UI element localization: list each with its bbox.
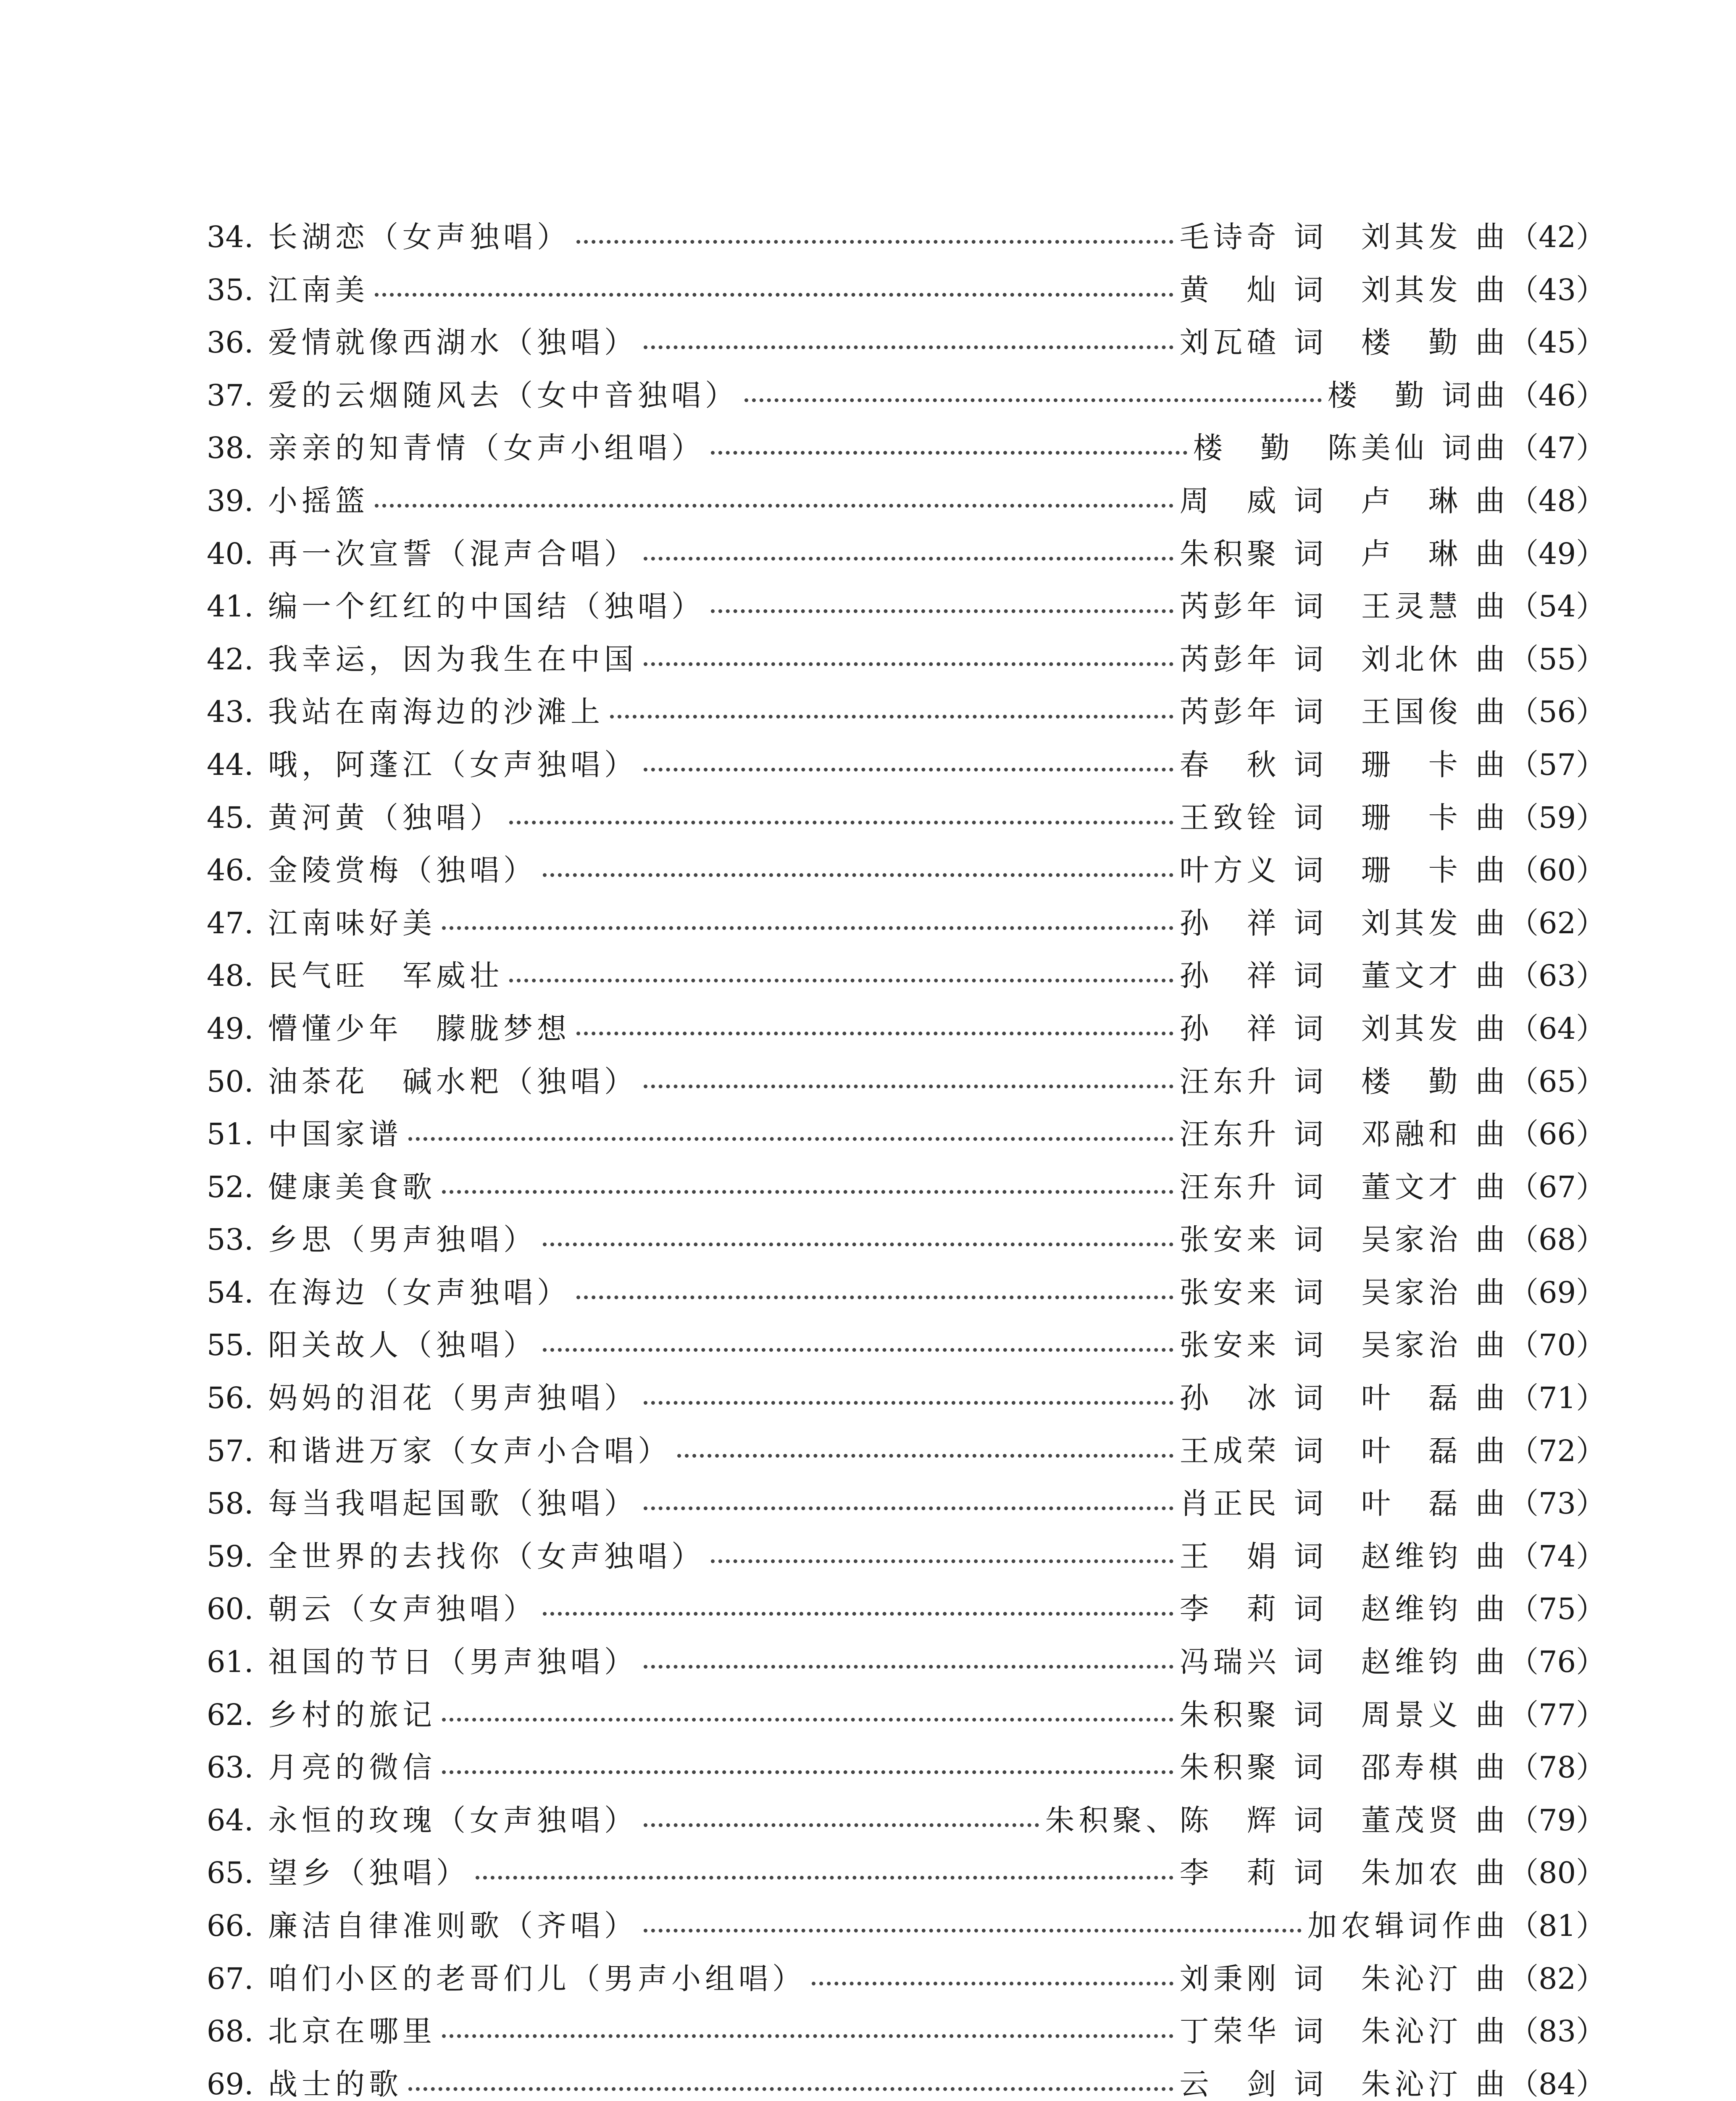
dot-leader bbox=[442, 2017, 1173, 2038]
page-number: （74） bbox=[1509, 1539, 1606, 1574]
entry-number: 37. bbox=[207, 378, 254, 413]
page-number: （47） bbox=[1509, 431, 1606, 466]
song-title: 我站在南海边的沙滩上 bbox=[268, 695, 604, 729]
dot-leader bbox=[509, 804, 1173, 824]
toc-entry bbox=[207, 1741, 1606, 1794]
song-title: 全世界的去找你（女声独唱） bbox=[268, 1539, 705, 1574]
song-credits: 毛诗奇 词 刘其发 曲 bbox=[1179, 220, 1509, 254]
dot-leader bbox=[644, 1648, 1173, 1669]
dot-leader bbox=[375, 276, 1173, 297]
song-title: 中国家谱 bbox=[268, 1117, 402, 1152]
song-credits: 李 莉 词 赵维钧 曲 bbox=[1179, 1592, 1509, 1627]
dot-leader bbox=[644, 329, 1173, 349]
song-title: 每当我唱起国歌（独唱） bbox=[268, 1486, 638, 1521]
toc-entry bbox=[207, 1214, 1606, 1266]
page-number: （43） bbox=[1509, 272, 1606, 307]
dot-leader bbox=[476, 1859, 1173, 1880]
song-title: 朝云（女声独唱） bbox=[268, 1592, 537, 1627]
song-title: 和谐进万家（女声小合唱） bbox=[268, 1433, 671, 1468]
dot-leader bbox=[644, 540, 1173, 561]
song-title: 长湖恋（女声独唱） bbox=[268, 220, 571, 254]
dot-leader bbox=[744, 382, 1322, 402]
song-title: 妈妈的泪花（男声独唱） bbox=[268, 1381, 638, 1416]
entry-number: 69. bbox=[207, 2067, 254, 2101]
song-title: 编一个红红的中国结（独唱） bbox=[268, 589, 705, 624]
entry-number: 41. bbox=[207, 589, 254, 624]
dot-leader bbox=[543, 1331, 1173, 1352]
dot-leader bbox=[644, 1490, 1173, 1510]
song-title: 民气旺 军威壮 bbox=[268, 958, 503, 993]
page-number: （46） bbox=[1509, 378, 1606, 413]
song-credits: 刘秉刚 词 朱沁汀 曲 bbox=[1179, 1961, 1509, 1996]
page-number: （57） bbox=[1509, 747, 1606, 782]
song-credits: 冯瑞兴 词 赵维钧 曲 bbox=[1179, 1645, 1509, 1680]
page-number: （55） bbox=[1509, 642, 1606, 677]
toc-entry bbox=[207, 316, 1606, 369]
song-credits: 春 秋 词 珊 卡 曲 bbox=[1179, 747, 1509, 782]
toc-entry bbox=[207, 2005, 1606, 2058]
entry-number: 42. bbox=[207, 642, 254, 677]
song-credits: 周 威 词 卢 琳 曲 bbox=[1179, 483, 1509, 518]
dot-leader bbox=[576, 1279, 1173, 1299]
page-number: （80） bbox=[1509, 1856, 1606, 1890]
entry-number: 54. bbox=[207, 1275, 254, 1310]
song-title: 乡思（男声独唱） bbox=[268, 1222, 537, 1257]
song-credits: 朱积聚 词 卢 琳 曲 bbox=[1179, 536, 1509, 571]
song-credits: 孙 祥 词 刘其发 曲 bbox=[1179, 906, 1509, 940]
song-credits: 孙 祥 词 董文才 曲 bbox=[1179, 958, 1509, 993]
toc-entry bbox=[207, 950, 1606, 1003]
entry-number: 59. bbox=[207, 1539, 254, 1574]
song-credits: 张安来 词 吴家治 曲 bbox=[1179, 1275, 1509, 1310]
entry-number: 64. bbox=[207, 1803, 254, 1838]
page-number: （78） bbox=[1509, 1750, 1606, 1785]
toc-entry bbox=[207, 1056, 1606, 1108]
entry-number: 36. bbox=[207, 325, 254, 360]
page-number: （71） bbox=[1509, 1381, 1606, 1416]
entry-number: 65. bbox=[207, 1856, 254, 1890]
song-title: 金陵赏梅（独唱） bbox=[268, 853, 537, 888]
dot-leader bbox=[677, 1437, 1173, 1458]
song-title: 月亮的微信 bbox=[268, 1750, 436, 1785]
toc-entry bbox=[207, 1477, 1606, 1530]
song-title: 懵懂少年 朦胧梦想 bbox=[268, 1011, 571, 1046]
toc-entry bbox=[207, 1847, 1606, 1900]
dot-leader bbox=[442, 1173, 1173, 1194]
entry-number: 53. bbox=[207, 1222, 254, 1257]
page-number: （45） bbox=[1509, 325, 1606, 360]
page-number: （72） bbox=[1509, 1433, 1606, 1468]
page-number: （79） bbox=[1509, 1803, 1606, 1838]
toc-entry bbox=[207, 633, 1606, 686]
page-number: （69） bbox=[1509, 1275, 1606, 1310]
song-credits: 楼 勤 陈美仙 词曲 bbox=[1193, 431, 1509, 466]
toc-entry bbox=[207, 1425, 1606, 1478]
song-title: 亲亲的知青情（女声小组唱） bbox=[268, 431, 705, 466]
song-title: 油茶花 碱水粑（独唱） bbox=[268, 1064, 638, 1099]
dot-leader bbox=[375, 487, 1173, 508]
page-number: （60） bbox=[1509, 853, 1606, 888]
dot-leader bbox=[543, 1226, 1173, 1246]
page-number: （81） bbox=[1509, 1909, 1606, 1943]
song-credits: 楼 勤 词曲 bbox=[1327, 378, 1509, 413]
song-title: 江南美 bbox=[268, 272, 369, 307]
song-title: 祖国的节日（男声独唱） bbox=[268, 1645, 638, 1680]
song-credits: 丁荣华 词 朱沁汀 曲 bbox=[1179, 2014, 1509, 2049]
entry-number: 60. bbox=[207, 1592, 254, 1627]
toc-entry bbox=[207, 739, 1606, 792]
page-number: （84） bbox=[1509, 2067, 1606, 2101]
song-title: 小摇篮 bbox=[268, 483, 369, 518]
page-number: （56） bbox=[1509, 695, 1606, 729]
song-title: 北京在哪里 bbox=[268, 2014, 436, 2049]
song-title: 望乡（独唱） bbox=[268, 1856, 470, 1890]
toc-entry bbox=[207, 686, 1606, 739]
page-number: （48） bbox=[1509, 483, 1606, 518]
page-number: （67） bbox=[1509, 1169, 1606, 1204]
song-credits: 汪东升 词 邓融和 曲 bbox=[1179, 1117, 1509, 1152]
page-number: （42） bbox=[1509, 220, 1606, 254]
table-of-contents bbox=[207, 211, 1606, 2101]
entry-number: 34. bbox=[207, 220, 254, 254]
toc-entry bbox=[207, 211, 1606, 264]
entry-number: 57. bbox=[207, 1433, 254, 1468]
song-credits: 汪东升 词 楼 勤 曲 bbox=[1179, 1064, 1509, 1099]
page-number: （63） bbox=[1509, 958, 1606, 993]
entry-number: 61. bbox=[207, 1645, 254, 1680]
song-credits: 加农辑词作曲 bbox=[1307, 1909, 1509, 1943]
entry-number: 68. bbox=[207, 2014, 254, 2049]
dot-leader bbox=[711, 592, 1173, 613]
dot-leader bbox=[509, 962, 1173, 982]
dot-leader bbox=[711, 434, 1187, 455]
toc-entry bbox=[207, 264, 1606, 317]
song-title: 爱情就像西湖水（独唱） bbox=[268, 325, 638, 360]
entry-number: 63. bbox=[207, 1750, 254, 1785]
toc-entry bbox=[207, 1900, 1606, 1953]
entry-number: 46. bbox=[207, 853, 254, 888]
song-credits: 肖正民 词 叶 磊 曲 bbox=[1179, 1486, 1509, 1521]
song-title: 阳关故人（独唱） bbox=[268, 1328, 537, 1363]
toc-entry bbox=[207, 2058, 1606, 2101]
toc-entry bbox=[207, 1689, 1606, 1742]
entry-number: 39. bbox=[207, 483, 254, 518]
entry-number: 38. bbox=[207, 431, 254, 466]
page-number: （59） bbox=[1509, 800, 1606, 835]
page-number: （64） bbox=[1509, 1011, 1606, 1046]
song-credits: 孙 祥 词 刘其发 曲 bbox=[1179, 1011, 1509, 1046]
song-credits: 黄 灿 词 刘其发 曲 bbox=[1179, 272, 1509, 307]
page-number: （76） bbox=[1509, 1645, 1606, 1680]
dot-leader bbox=[610, 698, 1173, 719]
dot-leader bbox=[408, 1120, 1173, 1141]
toc-entry bbox=[207, 1636, 1606, 1689]
toc-entry bbox=[207, 1372, 1606, 1425]
entry-number: 35. bbox=[207, 272, 254, 307]
entry-number: 44. bbox=[207, 747, 254, 782]
song-credits: 孙 冰 词 叶 磊 曲 bbox=[1179, 1381, 1509, 1416]
toc-entry bbox=[207, 528, 1606, 581]
song-title: 黄河黄（独唱） bbox=[268, 800, 503, 835]
dot-leader bbox=[644, 645, 1173, 666]
dot-leader bbox=[576, 223, 1173, 244]
entry-number: 45. bbox=[207, 800, 254, 835]
entry-number: 43. bbox=[207, 695, 254, 729]
entry-number: 55. bbox=[207, 1328, 254, 1363]
page-number: （68） bbox=[1509, 1222, 1606, 1257]
page-number: （49） bbox=[1509, 536, 1606, 571]
entry-number: 40. bbox=[207, 536, 254, 571]
entry-number: 67. bbox=[207, 1961, 254, 1996]
dot-leader bbox=[442, 909, 1173, 930]
entry-number: 56. bbox=[207, 1381, 254, 1416]
dot-leader bbox=[644, 751, 1173, 771]
song-title: 在海边（女声独唱） bbox=[268, 1275, 571, 1310]
dot-leader bbox=[442, 1701, 1173, 1722]
song-title: 江南味好美 bbox=[268, 906, 436, 940]
dot-leader bbox=[408, 2070, 1173, 2091]
dot-leader bbox=[644, 1806, 1039, 1827]
entry-number: 50. bbox=[207, 1064, 254, 1099]
toc-entry bbox=[207, 844, 1606, 897]
song-title: 永恒的玫瑰（女声独唱） bbox=[268, 1803, 638, 1838]
toc-entry bbox=[207, 1108, 1606, 1161]
song-credits: 朱积聚 词 邵寿棋 曲 bbox=[1179, 1750, 1509, 1785]
entry-number: 49. bbox=[207, 1011, 254, 1046]
entry-number: 62. bbox=[207, 1697, 254, 1732]
song-title: 咱们小区的老哥们儿（男声小组唱） bbox=[268, 1961, 806, 1996]
toc-entry bbox=[207, 475, 1606, 528]
page-number: （73） bbox=[1509, 1486, 1606, 1521]
song-credits: 汪东升 词 董文才 曲 bbox=[1179, 1169, 1509, 1204]
toc-entry bbox=[207, 422, 1606, 475]
toc-entry bbox=[207, 580, 1606, 633]
dot-leader bbox=[644, 1068, 1173, 1088]
song-title: 廉洁自律准则歌（齐唱） bbox=[268, 1909, 638, 1943]
toc-entry bbox=[207, 1003, 1606, 1056]
song-title: 我幸运，因为我生在中国 bbox=[268, 642, 638, 677]
song-credits: 云 剑 词 朱沁汀 曲 bbox=[1179, 2067, 1509, 2101]
toc-entry bbox=[207, 1953, 1606, 2006]
toc-entry bbox=[207, 369, 1606, 422]
page-number: （54） bbox=[1509, 589, 1606, 624]
toc-entry bbox=[207, 1794, 1606, 1847]
song-credits: 芮彭年 词 王国俊 曲 bbox=[1179, 695, 1509, 729]
toc-entry bbox=[207, 1161, 1606, 1214]
song-title: 健康美食歌 bbox=[268, 1169, 436, 1204]
song-credits: 朱积聚 词 周景义 曲 bbox=[1179, 1697, 1509, 1732]
song-credits: 王 娟 词 赵维钧 曲 bbox=[1179, 1539, 1509, 1574]
dot-leader bbox=[711, 1543, 1173, 1563]
dot-leader bbox=[576, 1015, 1173, 1035]
toc-entry bbox=[207, 1583, 1606, 1636]
song-credits: 芮彭年 词 王灵慧 曲 bbox=[1179, 589, 1509, 624]
entry-number: 52. bbox=[207, 1169, 254, 1204]
page-number: （66） bbox=[1509, 1117, 1606, 1152]
dot-leader bbox=[543, 1595, 1173, 1616]
dot-leader bbox=[543, 856, 1173, 877]
song-title: 战士的歌 bbox=[268, 2067, 402, 2101]
song-title: 爱的云烟随风去（女中音独唱） bbox=[268, 378, 739, 413]
entry-number: 51. bbox=[207, 1117, 254, 1152]
song-title: 再一次宣誓（混声合唱） bbox=[268, 536, 638, 571]
toc-entry bbox=[207, 1319, 1606, 1372]
entry-number: 58. bbox=[207, 1486, 254, 1521]
song-credits: 朱积聚、陈 辉 词 董茂贤 曲 bbox=[1045, 1803, 1509, 1838]
song-credits: 张安来 词 吴家治 曲 bbox=[1179, 1222, 1509, 1257]
dot-leader bbox=[812, 1965, 1173, 1985]
page-number: （82） bbox=[1509, 1961, 1606, 1996]
page-number: （83） bbox=[1509, 2014, 1606, 2049]
song-title: 乡村的旅记 bbox=[268, 1697, 436, 1732]
entry-number: 48. bbox=[207, 958, 254, 993]
entry-number: 66. bbox=[207, 1909, 254, 1943]
page-number: （62） bbox=[1509, 906, 1606, 940]
dot-leader bbox=[442, 1753, 1173, 1774]
dot-leader bbox=[644, 1384, 1173, 1405]
song-credits: 王成荣 词 叶 磊 曲 bbox=[1179, 1433, 1509, 1468]
entry-number: 47. bbox=[207, 906, 254, 940]
page-number: （65） bbox=[1509, 1064, 1606, 1099]
song-credits: 张安来 词 吴家治 曲 bbox=[1179, 1328, 1509, 1363]
toc-entry bbox=[207, 1266, 1606, 1319]
page-number: （77） bbox=[1509, 1697, 1606, 1732]
page-number: （70） bbox=[1509, 1328, 1606, 1363]
song-credits: 王致铨 词 珊 卡 曲 bbox=[1179, 800, 1509, 835]
page-number: （75） bbox=[1509, 1592, 1606, 1627]
song-credits: 芮彭年 词 刘北休 曲 bbox=[1179, 642, 1509, 677]
song-credits: 叶方义 词 珊 卡 曲 bbox=[1179, 853, 1509, 888]
toc-entry bbox=[207, 897, 1606, 950]
song-credits: 刘瓦碴 词 楼 勤 曲 bbox=[1179, 325, 1509, 360]
song-title: 哦，阿蓬江（女声独唱） bbox=[268, 747, 638, 782]
song-credits: 李 莉 词 朱加农 曲 bbox=[1179, 1856, 1509, 1890]
toc-entry bbox=[207, 1530, 1606, 1583]
dot-leader bbox=[644, 1912, 1302, 1932]
toc-entry bbox=[207, 792, 1606, 845]
